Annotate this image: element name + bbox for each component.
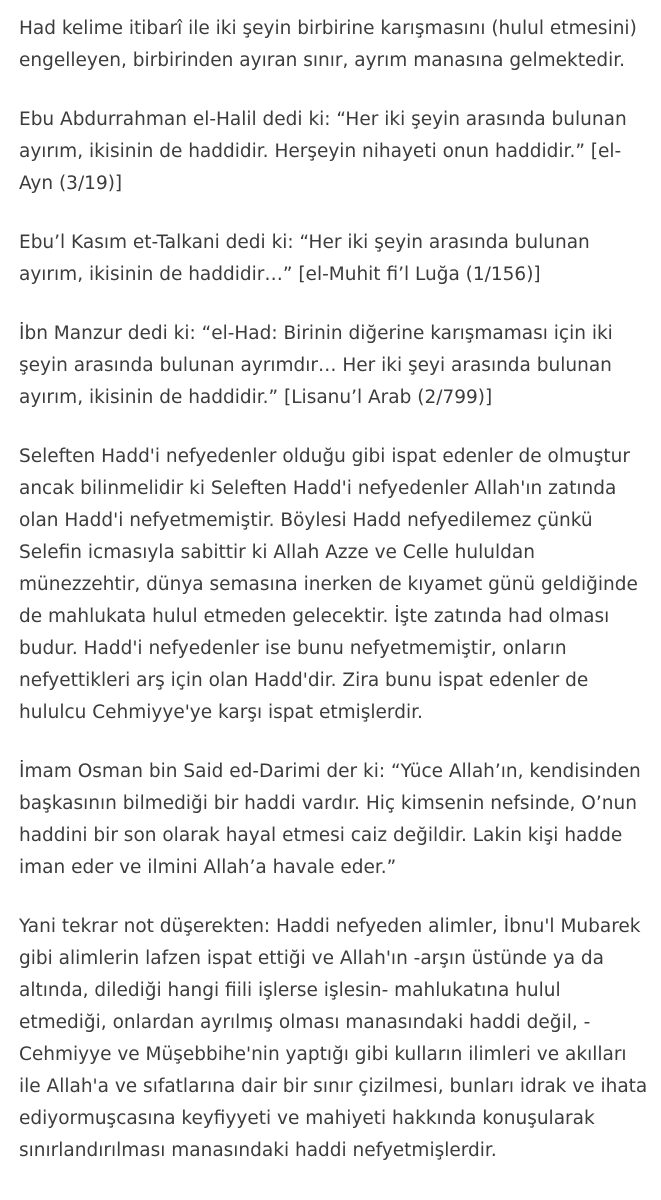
text-line: hululcu Cehmiyye'ye karşı ispat etmişlerdir. bbox=[19, 702, 423, 723]
text-line: haddini bir son olarak hayal etmesi caiz değildir. Lakin kişi hadde bbox=[19, 825, 623, 846]
text-line: iman eder ve ilmini Allah’a havale eder.” bbox=[19, 857, 397, 878]
text-line: şeyin arasında bulunan ayrımdır… Her iki şeyi arasında bulunan bbox=[19, 355, 612, 376]
text-line: nefyettikleri arş için olan Hadd'dir. Zira bunu ispat edenler de bbox=[19, 670, 589, 691]
paragraph-el-halil-quote bbox=[19, 104, 647, 200]
text-line: başkasının bilmediği bir haddi vardır. Hiç kimsenin nefsinde, O’nun bbox=[19, 793, 637, 814]
text-line: ayırım, ikisinin de haddidir…” [el-Muhit fi’l Luğa (1/156)] bbox=[19, 264, 541, 285]
text-line: Cehmiyye ve Müşebbihe'nin yaptığı gibi kulların ilimleri ve akılları bbox=[19, 1044, 627, 1065]
paragraph-darimi-quote bbox=[19, 756, 647, 884]
text-line: ayırım, ikisinin de haddidir. Herşeyin nihayeti onun haddidir.” [el- bbox=[19, 141, 622, 162]
text-line: ediyormuşcasına keyfiyyeti ve mahiyeti hakkında konuşularak bbox=[19, 1108, 595, 1129]
text-line: ile Allah'a ve sıfatlarına dair bir sınır çizilmesi, bunları idrak ve ihata bbox=[19, 1076, 648, 1097]
text-line: sınırlandırılması manasındaki haddi nefyetmişlerdir. bbox=[19, 1140, 497, 1161]
paragraph-ibn-manzur-quote bbox=[19, 318, 647, 414]
text-line: olan Hadd'i nefyetmemiştir. Böylesi Hadd nefyedilemez çünkü bbox=[19, 510, 593, 531]
text-line: Seleften Hadd'i nefyedenler olduğu gibi ispat edenler de olmuştur bbox=[19, 446, 630, 467]
text-line: İbn Manzur dedi ki: “el-Had: Birinin diğerine karışmaması için iki bbox=[19, 323, 613, 344]
text-line: Selefin icmasıyla sabittir ki Allah Azze ve Celle hululdan bbox=[19, 542, 535, 563]
text-line: Yani tekrar not düşerekten: Haddi nefyeden alimler, İbnu'l Mubarek bbox=[19, 916, 641, 937]
text-line: ayırım, ikisinin de haddidir.” [Lisanu’l Arab (2/799)] bbox=[19, 387, 493, 408]
text-line: altında, dilediği hangi fiili işlerse işlesin- mahlukatına hulul bbox=[19, 980, 561, 1001]
paragraph-talkani-quote bbox=[19, 227, 647, 291]
text-line: Ebu Abdurrahman el-Halil dedi ki: “Her iki şeyin arasında bulunan bbox=[19, 109, 627, 130]
text-line: Ebu’l Kasım et-Talkani dedi ki: “Her iki şeyin arasında bulunan bbox=[19, 232, 590, 253]
text-line: gibi alimlerin lafzen ispat ettiği ve Allah'ın -arşın üstünde ya da bbox=[19, 948, 604, 969]
paragraph-summary-note bbox=[19, 911, 647, 1167]
text-line: de mahlukata hulul etmeden gelecektir. İşte zatında had olması bbox=[19, 606, 610, 627]
paragraph-selef-hadd bbox=[19, 441, 647, 729]
text-line: engelleyen, birbirinden ayıran sınır, ayrım manasına gelmektedir. bbox=[19, 50, 626, 71]
paragraph-had-definition bbox=[19, 13, 647, 77]
text-line: ancak bilinmelidir ki Seleften Hadd'i nefyedenler Allah'ın zatında bbox=[19, 478, 617, 499]
text-line: Ayn (3/19)] bbox=[19, 173, 123, 194]
text-line: İmam Osman bin Said ed-Darimi der ki: “Yüce Allah’ın, kendisinden bbox=[19, 761, 641, 782]
text-line: budur. Hadd'i nefyedenler ise bunu nefyetmemiştir, onların bbox=[19, 638, 567, 659]
text-line: etmediği, onlardan ayrılmış olması manasındaki haddi değil, - bbox=[19, 1012, 591, 1033]
text-line: Had kelime itibarî ile iki şeyin birbirine karışmasını (hulul etmesini) bbox=[19, 18, 637, 39]
text-line: münezzehtir, dünya semasına inerken de kıyamet günü geldiğinde bbox=[19, 574, 638, 595]
